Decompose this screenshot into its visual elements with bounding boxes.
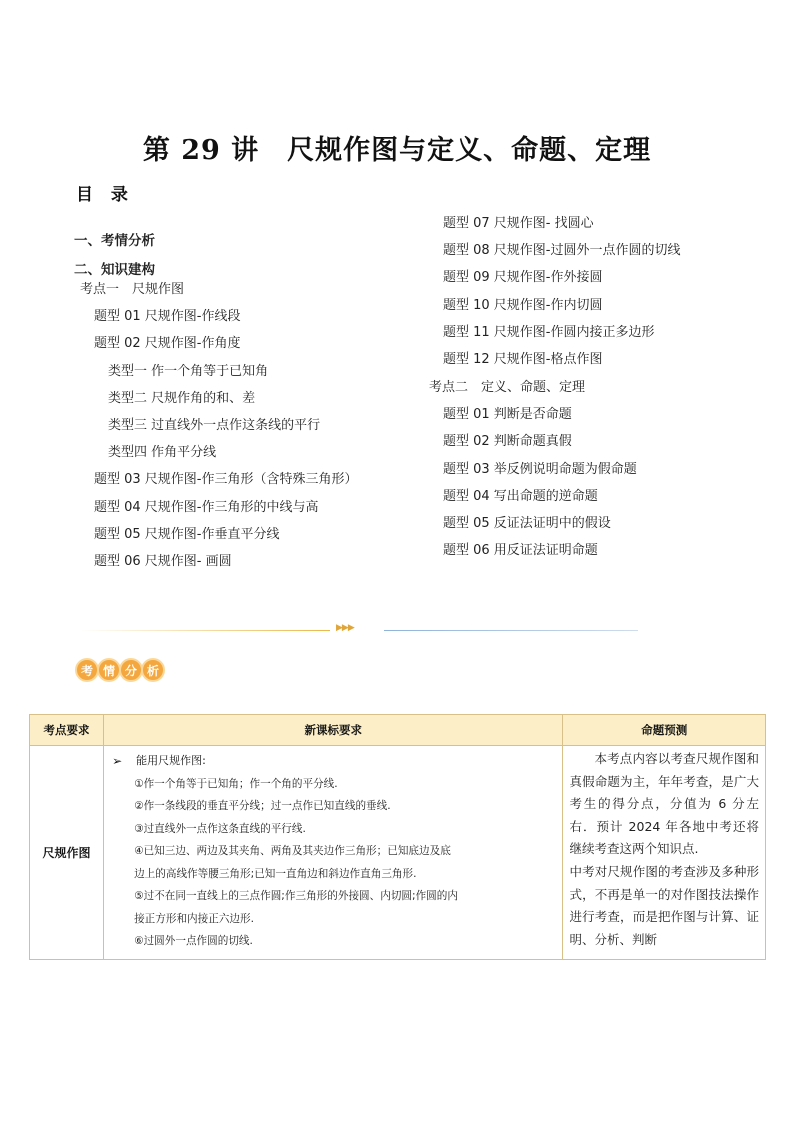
toc-point-2[interactable]: 考点二 定义、命题、定理	[429, 380, 586, 395]
divider-right	[384, 630, 638, 631]
table-header-row	[30, 715, 766, 746]
toc-section-analysis[interactable]: 一、考情分析	[74, 233, 155, 249]
header-topic: 考点要求	[30, 715, 104, 746]
requirement-line: ④已知三边、两边及其夹角、两角及其夹边作三角形；已知底边及底	[134, 845, 451, 857]
prediction-cell	[563, 746, 766, 960]
toc-item[interactable]: 题型 04 写出命题的逆命题	[443, 489, 598, 504]
toc-item[interactable]: 题型 02 尺规作图-作角度	[94, 336, 241, 351]
arrow-bullet-icon: ➢	[112, 754, 123, 768]
table-row	[30, 746, 766, 960]
badge-char: 考	[75, 658, 99, 682]
requirement-line: 边上的高线作等腰三角形;已知一直角边和斜边作直角三角形.	[134, 867, 417, 880]
prediction-paragraph: 本考点内容以考查尺规作图和真假命题为主，年年考查，是广大考生的得分点，分值为 6 分左右．预计 2024 年各地中考还将继续考查这两个知识点.	[569, 751, 759, 857]
toc-item[interactable]: 题型 02 判断命题真假	[443, 434, 572, 449]
divider-left	[80, 630, 330, 631]
toc-section-knowledge[interactable]: 二、知识建构	[74, 262, 155, 278]
requirement-line: ⑥过圆外一点作圆的切线.	[134, 935, 253, 947]
section-badge	[75, 656, 163, 684]
toc-item[interactable]: 题型 03 尺规作图-作三角形（含特殊三角形）	[94, 472, 358, 487]
toc-subitem[interactable]: 类型一 作一个角等于已知角	[108, 364, 269, 379]
header-prediction: 命题预测	[563, 715, 766, 746]
toc-subitem[interactable]: 类型三 过直线外一点作这条线的平行	[108, 418, 321, 433]
toc-item[interactable]: 题型 08 尺规作图-过圆外一点作圆的切线	[443, 243, 681, 258]
requirement-line: ⑤过不在同一直线上的三点作圆;作三角形的外接圆、内切圆;作圆的内	[134, 890, 458, 902]
requirement-line: ①作一个角等于已知角；作一个角的平分线.	[134, 777, 338, 790]
topic-cell: 尺规作图	[30, 746, 104, 960]
toc-heading: 目 录	[76, 185, 134, 205]
toc-point-1[interactable]: 考点一 尺规作图	[80, 282, 185, 297]
badge-char: 情	[97, 658, 121, 682]
requirements-table	[29, 714, 766, 960]
toc-item[interactable]: 题型 04 尺规作图-作三角形的中线与高	[94, 500, 319, 515]
requirement-line: ②作一条线段的垂直平分线；过一点作已知直线的垂线.	[134, 800, 391, 812]
badge-char: 析	[141, 658, 165, 682]
toc-subitem[interactable]: 类型二 尺规作角的和、差	[108, 391, 256, 406]
triple-arrow-icon: ▶▶▶	[336, 623, 354, 633]
requirement-line: ③过直线外一点作这条直线的平行线.	[134, 822, 306, 835]
page-title: 第 29 讲 尺规作图与定义、命题、定理	[142, 135, 652, 166]
toc-item[interactable]: 题型 06 尺规作图- 画圆	[94, 554, 232, 569]
toc-item[interactable]: 题型 09 尺规作图-作外接圆	[443, 270, 603, 285]
toc-item[interactable]: 题型 01 尺规作图-作线段	[94, 309, 241, 324]
toc-item[interactable]: 题型 03 举反例说明命题为假命题	[443, 462, 637, 477]
badge-char: 分	[119, 658, 143, 682]
toc-item[interactable]: 题型 05 反证法证明中的假设	[443, 516, 611, 531]
requirement-line: 接正方形和内接正六边形.	[134, 912, 254, 925]
header-requirement: 新课标要求	[104, 715, 563, 746]
toc-item[interactable]: 题型 01 判断是否命题	[443, 407, 572, 422]
requirement-cell	[104, 746, 563, 960]
toc-item[interactable]: 题型 06 用反证法证明命题	[443, 543, 598, 558]
requirement-title: 能用尺规作图:	[136, 754, 206, 767]
toc-item[interactable]: 题型 05 尺规作图-作垂直平分线	[94, 527, 280, 542]
toc-item[interactable]: 题型 11 尺规作图-作圆内接正多边形	[443, 325, 655, 340]
toc-subitem[interactable]: 类型四 作角平分线	[108, 445, 217, 460]
toc-item[interactable]: 题型 10 尺规作图-作内切圆	[443, 298, 603, 313]
prediction-paragraph: 中考对尺规作图的考查涉及多种形式，不再是单一的对作图技法操作进行考查，而是把作图与计算、证明、分析、判断	[569, 863, 759, 947]
toc-item[interactable]: 题型 12 尺规作图-格点作图	[443, 352, 603, 367]
toc-item[interactable]: 题型 07 尺规作图- 找圆心	[443, 216, 594, 231]
